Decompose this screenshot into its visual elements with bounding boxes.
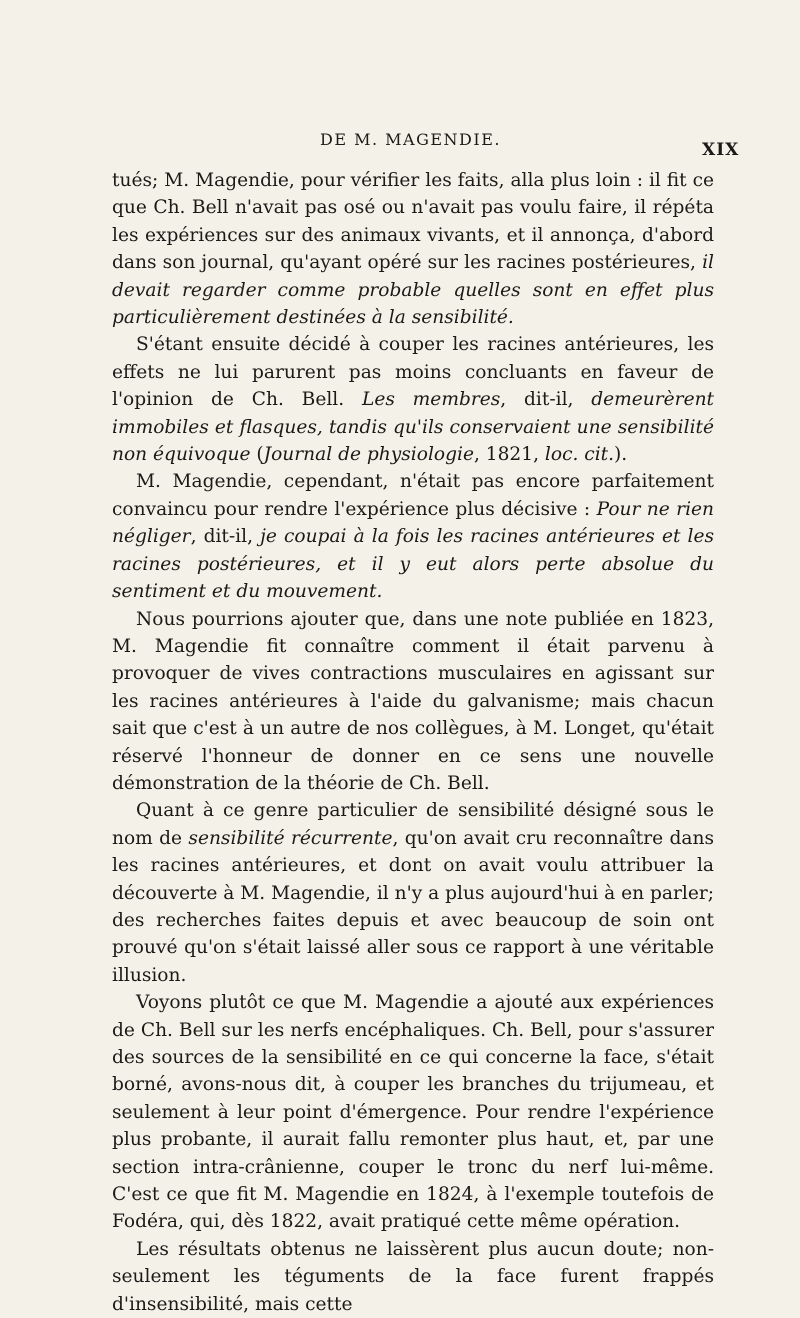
paragraph-2: S'étant ensuite décidé à couper les racines antérieures, les effets ne lui parurent pas moins concluants en faveur de l'opinion de Ch. Bell. Les membres, dit-il, demeurèrent immobiles et flasques, tandis qu'ils conservaient une sensibilité non équivoque (Journal de physiologie, 1821, loc. cit.). xyxy=(112,334,715,466)
paragraph-3: M. Magendie, cependant, n'était pas encore parfaitement convaincu pour rendre l'expérience plus décisive : Pour ne rien négliger, dit-il, je coupai à la fois les racines antérieures et les racines postérieures, et il y eut alors perte absolue du sentiment et du mouvement. xyxy=(112,471,715,603)
paragraph-5: Quant à ce genre particulier de sensibilité désigné sous le nom de sensibilité récurrente, qu'on avait cru reconnaître dans les racines antérieures, et dont on avait voulu attribuer la découverte à M. Magendie, il n'y a plus aujourd'hui à en parler; des recherches faites depuis et avec beaucoup de soin ont prouvé qu'on s'était laissé aller sous ce rapport à une véritable illusion. xyxy=(112,800,715,986)
body-text xyxy=(112,167,714,1318)
paragraph-1: tués; M. Magendie, pour vérifier les faits, alla plus loin : il fit ce que Ch. Bell n'avait pas osé ou n'avait pas voulu faire, il répéta les expériences sur des animaux vivants, et il annonça, d'abord dans son journal, qu'ayant opéré sur les racines postérieures, il devait regarder comme probable quelles sont en effet plus particulièrement destinées à la sensibilité. xyxy=(112,170,714,329)
page-number: XIX xyxy=(702,140,740,160)
paragraph-4: Nous pourrions ajouter que, dans une note publiée en 1823, M. Magendie fit connaître comment il était parvenu à provoquer de vives contractions musculaires en agissant sur les racines antérieures à l'aide du galvanisme; mais chacun sait que c'est à un autre de nos collègues, à M. Longet, qu'était réservé l'honneur de donner en ce sens une nouvelle démonstration de la théorie de Ch. Bell. xyxy=(112,608,714,794)
paragraph-6: Voyons plutôt ce que M. Magendie a ajouté aux expériences de Ch. Bell sur les nerfs encéphaliques. Ch. Bell, pour s'assurer des sources de la sensibilité en ce qui concerne la face, s'était borné, avons-nous dit, à couper les branches du trijumeau, et seulement à leur point d'émergence. Pour rendre l'expérience plus probante, il aurait fallu remonter plus haut, et, par une section intra-crânienne, couper le tronc du nerf lui-même. C'est ce que fit M. Magendie en 1824, à l'exemple toutefois de Fodéra, qui, dès 1822, avait pratiqué cette même opération. xyxy=(112,992,714,1233)
paragraph-7: Les résultats obtenus ne laissèrent plus aucun doute; non-seulement les téguments de la face furent frappés d'insensibilité, mais cette xyxy=(112,1238,714,1315)
running-head: DE M. MAGENDIE. xyxy=(320,130,501,149)
